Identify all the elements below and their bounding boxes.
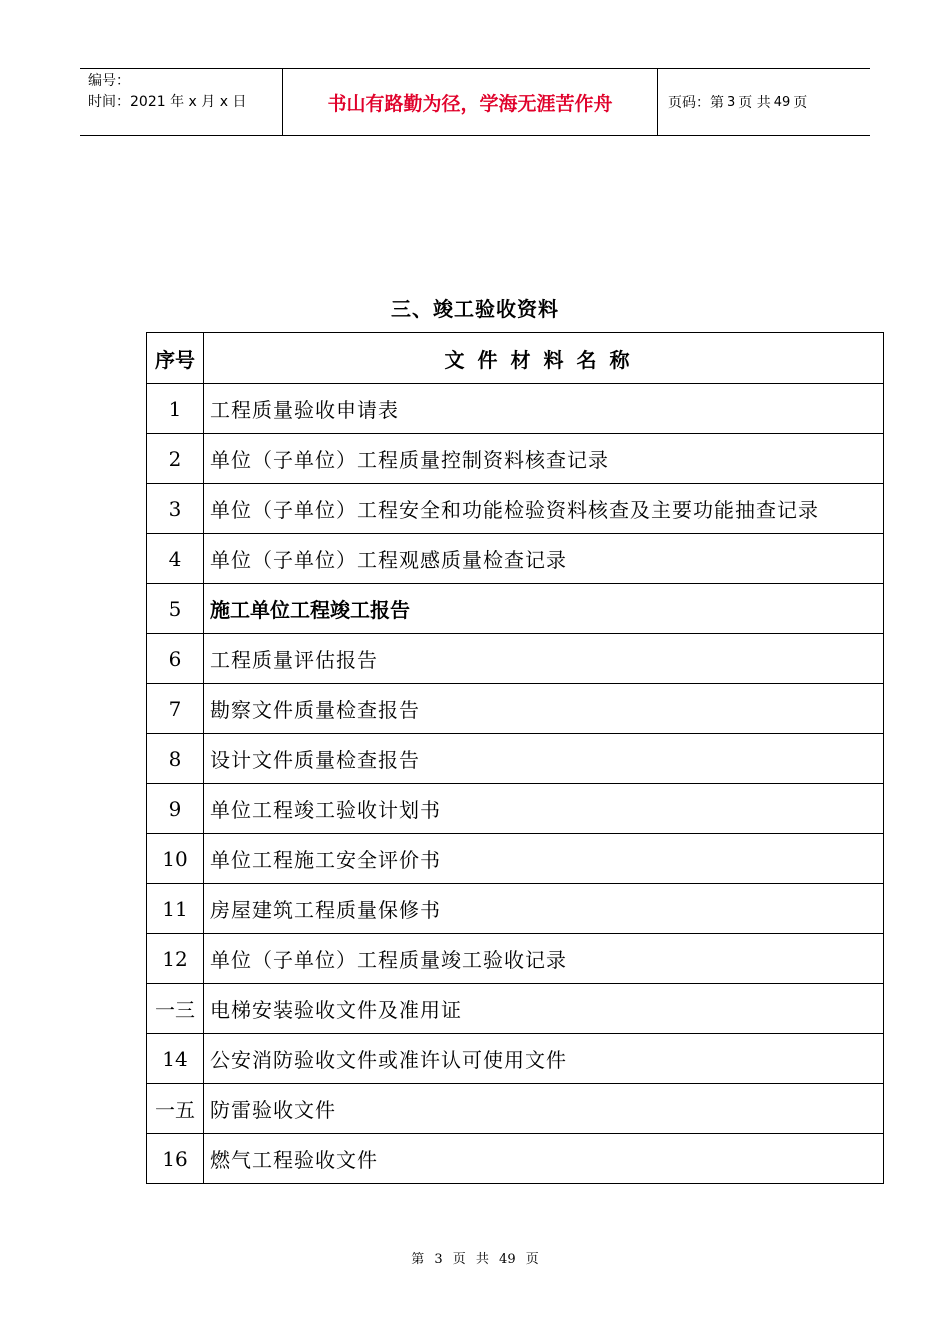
page-footer: 第 3 页 共 49 页 xyxy=(411,1252,539,1267)
table-row xyxy=(147,784,884,834)
table-row xyxy=(147,684,884,734)
table-row xyxy=(147,984,884,1034)
header-time-value: 2021 年 x 月 x 日 xyxy=(130,94,247,110)
table-row xyxy=(147,934,884,984)
row-number: 4 xyxy=(147,534,204,584)
header-motto: 书山有路勤为径，学海无涯苦作舟 xyxy=(282,69,658,135)
row-number: 1 xyxy=(147,384,204,434)
table-row xyxy=(147,1134,884,1184)
row-number: 16 xyxy=(147,1134,204,1184)
row-number: 一五 xyxy=(147,1084,204,1134)
header-page-mid: 页 共 xyxy=(738,95,771,111)
section-title: 三、竣工验收资料 xyxy=(391,297,559,321)
column-header-no: 序号 xyxy=(147,333,204,384)
header-meta xyxy=(80,69,282,135)
table-row xyxy=(147,584,884,634)
row-document-name: 单位（子单位）工程安全和功能检验资料核查及主要功能抽查记录 xyxy=(204,484,884,534)
row-number: 8 xyxy=(147,734,204,784)
table-row xyxy=(147,534,884,584)
row-number: 一三 xyxy=(147,984,204,1034)
row-number: 10 xyxy=(147,834,204,884)
header-number-label: 编号： xyxy=(88,73,130,89)
table-body xyxy=(147,384,884,1184)
row-document-name: 房屋建筑工程质量保修书 xyxy=(204,884,884,934)
table-row xyxy=(147,734,884,784)
table-row xyxy=(147,484,884,534)
header-page-current: 3 xyxy=(727,94,736,110)
row-document-name: 单位（子单位）工程观感质量检查记录 xyxy=(204,534,884,584)
row-document-name: 公安消防验收文件或准许认可使用文件 xyxy=(204,1034,884,1084)
row-document-name: 设计文件质量检查报告 xyxy=(204,734,884,784)
header-time-label: 时间： xyxy=(88,94,130,110)
header-page-total: 49 xyxy=(773,94,791,110)
table-row xyxy=(147,1034,884,1084)
document-table xyxy=(146,332,884,1184)
row-number: 11 xyxy=(147,884,204,934)
row-number: 5 xyxy=(147,584,204,634)
row-document-name: 防雷验收文件 xyxy=(204,1084,884,1134)
row-number: 2 xyxy=(147,434,204,484)
table-row xyxy=(147,1084,884,1134)
table-header-row xyxy=(147,333,884,384)
row-number: 12 xyxy=(147,934,204,984)
header-page-label: 页码：第 xyxy=(668,95,724,111)
row-number: 14 xyxy=(147,1034,204,1084)
row-document-name: 工程质量验收申请表 xyxy=(204,384,884,434)
table-row xyxy=(147,634,884,684)
row-document-name: 单位（子单位）工程质量控制资料核查记录 xyxy=(204,434,884,484)
row-document-name: 电梯安装验收文件及准用证 xyxy=(204,984,884,1034)
column-header-name: 文件材料名称 xyxy=(204,333,884,384)
row-number: 3 xyxy=(147,484,204,534)
row-number: 7 xyxy=(147,684,204,734)
table-row xyxy=(147,834,884,884)
table-row xyxy=(147,884,884,934)
header-page-end: 页 xyxy=(793,95,808,111)
row-document-name: 燃气工程验收文件 xyxy=(204,1134,884,1184)
row-document-name: 单位工程竣工验收计划书 xyxy=(204,784,884,834)
table-row xyxy=(147,384,884,434)
row-document-name: 单位（子单位）工程质量竣工验收记录 xyxy=(204,934,884,984)
row-document-name: 勘察文件质量检查报告 xyxy=(204,684,884,734)
table-row xyxy=(147,434,884,484)
row-number: 6 xyxy=(147,634,204,684)
row-number: 9 xyxy=(147,784,204,834)
header-page-info xyxy=(658,69,870,135)
row-document-name: 工程质量评估报告 xyxy=(204,634,884,684)
row-document-name: 施工单位工程竣工报告 xyxy=(204,584,884,634)
row-document-name: 单位工程施工安全评价书 xyxy=(204,834,884,884)
header-time xyxy=(88,92,282,113)
page-header xyxy=(80,68,870,136)
